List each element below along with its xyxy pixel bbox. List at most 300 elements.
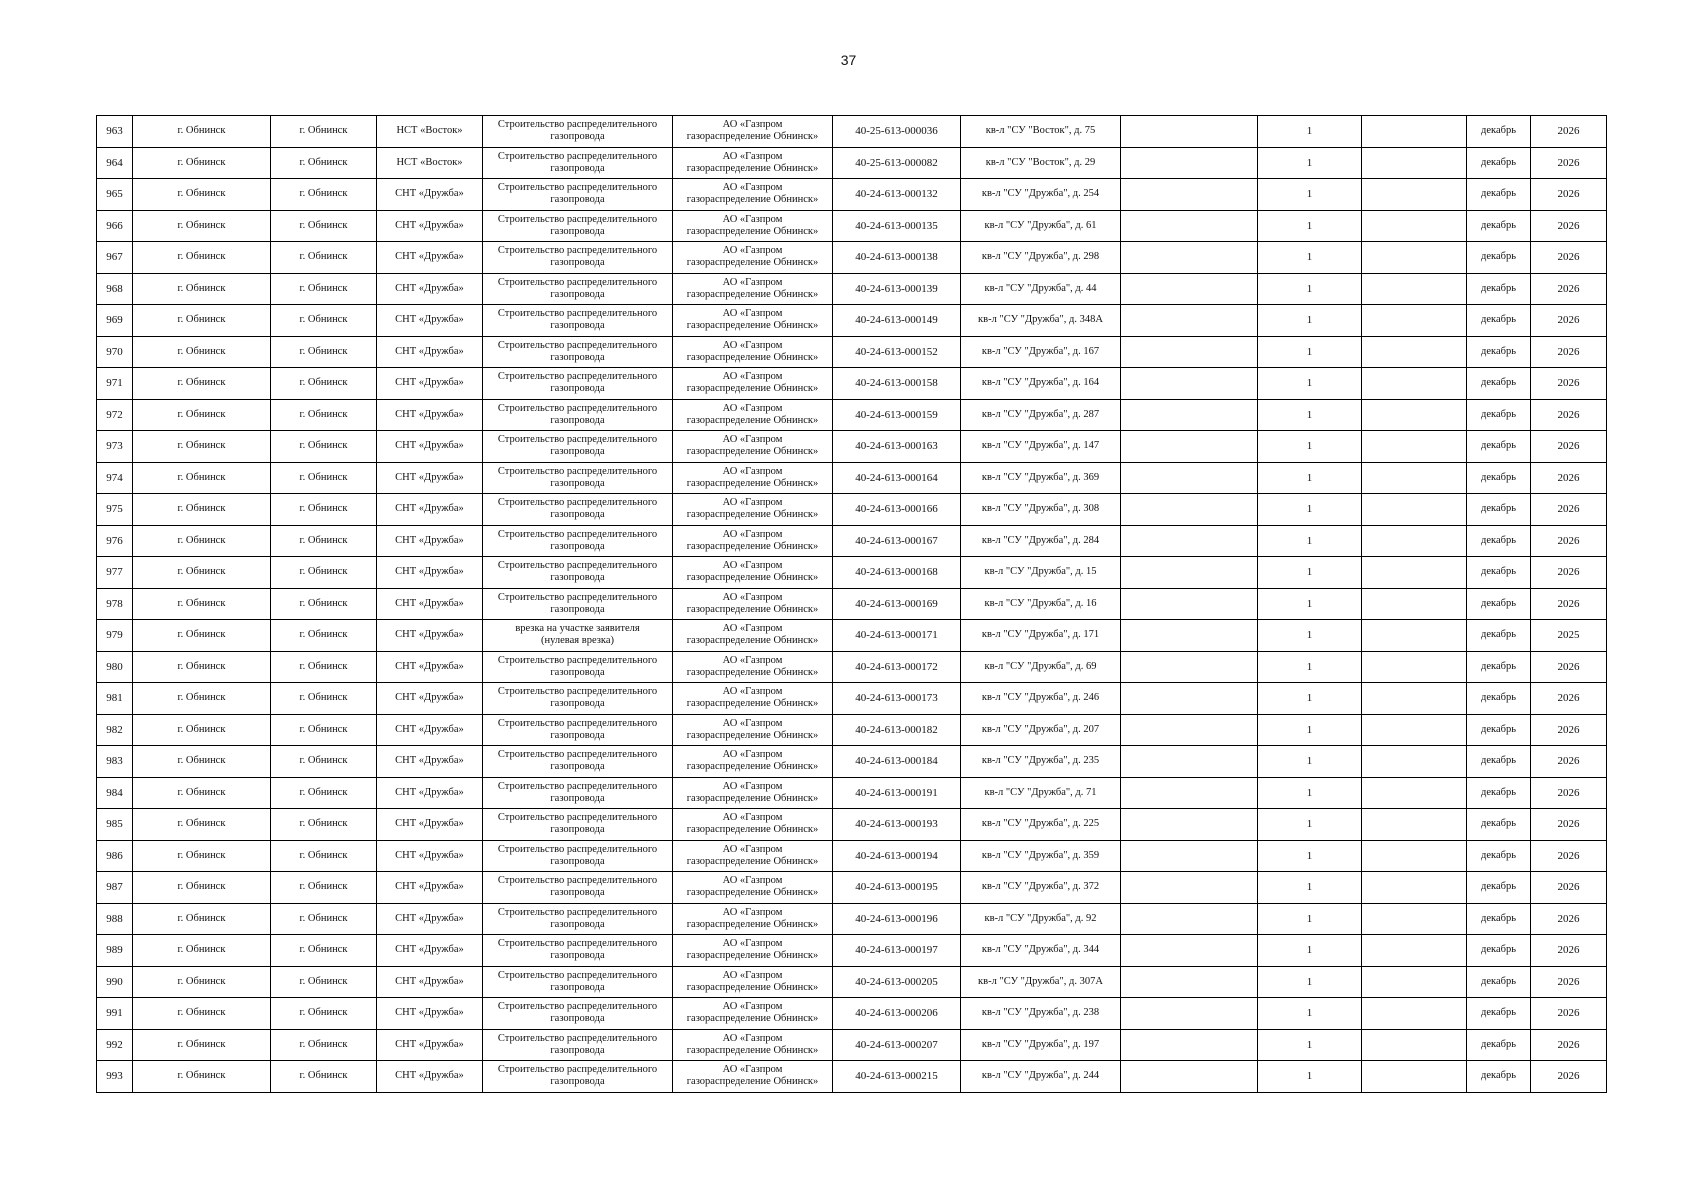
address-cell: кв-л "СУ "Дружба", д. 238 bbox=[961, 998, 1121, 1030]
empty-cell-2 bbox=[1362, 746, 1467, 778]
work-type-cell bbox=[483, 210, 673, 242]
year-cell: 2026 bbox=[1531, 966, 1607, 998]
count-cell: 1 bbox=[1258, 840, 1362, 872]
month-cell: декабрь bbox=[1467, 368, 1531, 400]
settlement-cell: г. Обнинск bbox=[271, 179, 377, 211]
organization-line-1: АО «Газпром bbox=[722, 339, 783, 351]
work-type-line-1: Строительство распределительного bbox=[497, 497, 658, 509]
month-cell: декабрь bbox=[1467, 746, 1531, 778]
application-code-cell: 40-24-613-000206 bbox=[833, 998, 961, 1030]
organization-line-2: газораспределение Обнинск» bbox=[686, 320, 819, 332]
empty-cell-2 bbox=[1362, 840, 1467, 872]
empty-cell-1 bbox=[1121, 935, 1258, 967]
work-type-line-1: Строительство распределительного bbox=[497, 686, 658, 698]
table-row bbox=[97, 179, 1607, 211]
settlement-cell: г. Обнинск bbox=[271, 525, 377, 557]
municipality-cell: г. Обнинск bbox=[133, 903, 271, 935]
municipality-cell: г. Обнинск bbox=[133, 525, 271, 557]
empty-cell-2 bbox=[1362, 620, 1467, 652]
municipality-cell: г. Обнинск bbox=[133, 494, 271, 526]
settlement-cell: г. Обнинск bbox=[271, 683, 377, 715]
organization-cell bbox=[673, 462, 833, 494]
work-type-line-1: Строительство распределительного bbox=[497, 906, 658, 918]
settlement-cell: г. Обнинск bbox=[271, 399, 377, 431]
empty-cell-1 bbox=[1121, 588, 1258, 620]
partnership-cell: СНТ «Дружба» bbox=[377, 431, 483, 463]
municipality-cell: г. Обнинск bbox=[133, 620, 271, 652]
empty-cell-1 bbox=[1121, 903, 1258, 935]
table-row bbox=[97, 966, 1607, 998]
work-type-cell bbox=[483, 242, 673, 274]
work-type-line-2: газопровода bbox=[550, 603, 605, 615]
organization-line-2: газораспределение Обнинск» bbox=[686, 666, 819, 678]
address-cell: кв-л "СУ "Дружба", д. 16 bbox=[961, 588, 1121, 620]
empty-cell-2 bbox=[1362, 1061, 1467, 1093]
partnership-cell: СНТ «Дружба» bbox=[377, 966, 483, 998]
address-cell: кв-л "СУ "Дружба", д. 359 bbox=[961, 840, 1121, 872]
municipality-cell: г. Обнинск bbox=[133, 462, 271, 494]
work-type-line-1: Строительство распределительного bbox=[497, 969, 658, 981]
organization-line-1: АО «Газпром bbox=[722, 434, 783, 446]
settlement-cell: г. Обнинск bbox=[271, 494, 377, 526]
address-cell: кв-л "СУ "Дружба", д. 235 bbox=[961, 746, 1121, 778]
row-number-cell: 972 bbox=[97, 399, 133, 431]
table-row bbox=[97, 840, 1607, 872]
empty-cell-2 bbox=[1362, 935, 1467, 967]
partnership-cell: СНТ «Дружба» bbox=[377, 620, 483, 652]
partnership-cell: НСТ «Восток» bbox=[377, 147, 483, 179]
partnership-cell: СНТ «Дружба» bbox=[377, 557, 483, 589]
settlement-cell: г. Обнинск bbox=[271, 966, 377, 998]
table-row bbox=[97, 462, 1607, 494]
work-type-cell bbox=[483, 651, 673, 683]
work-type-cell bbox=[483, 116, 673, 148]
work-type-cell bbox=[483, 431, 673, 463]
settlement-cell: г. Обнинск bbox=[271, 210, 377, 242]
municipality-cell: г. Обнинск bbox=[133, 1061, 271, 1093]
work-type-line-2: газопровода bbox=[550, 225, 605, 237]
work-type-cell bbox=[483, 588, 673, 620]
row-number-cell: 991 bbox=[97, 998, 133, 1030]
partnership-cell: СНТ «Дружба» bbox=[377, 179, 483, 211]
year-cell: 2026 bbox=[1531, 935, 1607, 967]
year-cell: 2026 bbox=[1531, 210, 1607, 242]
application-code-cell: 40-24-613-000182 bbox=[833, 714, 961, 746]
table-row bbox=[97, 116, 1607, 148]
application-code-cell: 40-24-613-000163 bbox=[833, 431, 961, 463]
municipality-cell: г. Обнинск bbox=[133, 399, 271, 431]
organization-line-2: газораспределение Обнинск» bbox=[686, 918, 819, 930]
organization-line-1: АО «Газпром bbox=[722, 591, 783, 603]
month-cell: декабрь bbox=[1467, 966, 1531, 998]
work-type-line-2: газопровода bbox=[550, 855, 605, 867]
empty-cell-1 bbox=[1121, 746, 1258, 778]
row-number-cell: 979 bbox=[97, 620, 133, 652]
work-type-line-1: Строительство распределительного bbox=[497, 591, 658, 603]
row-number-cell: 965 bbox=[97, 179, 133, 211]
settlement-cell: г. Обнинск bbox=[271, 777, 377, 809]
count-cell: 1 bbox=[1258, 525, 1362, 557]
organization-cell bbox=[673, 714, 833, 746]
work-type-line-1: Строительство распределительного bbox=[497, 560, 658, 572]
table-row bbox=[97, 588, 1607, 620]
municipality-cell: г. Обнинск bbox=[133, 1029, 271, 1061]
work-type-line-1: Строительство распределительного bbox=[497, 938, 658, 950]
count-cell: 1 bbox=[1258, 809, 1362, 841]
organization-cell bbox=[673, 525, 833, 557]
empty-cell-2 bbox=[1362, 903, 1467, 935]
work-type-line-1: Строительство распределительного bbox=[497, 276, 658, 288]
organization-line-1: АО «Газпром bbox=[722, 717, 783, 729]
organization-line-2: газораспределение Обнинск» bbox=[686, 981, 819, 993]
organization-cell bbox=[673, 683, 833, 715]
partnership-cell: СНТ «Дружба» bbox=[377, 651, 483, 683]
work-type-line-2: газопровода bbox=[550, 1076, 605, 1088]
work-type-cell bbox=[483, 273, 673, 305]
work-type-line-1: Строительство распределительного bbox=[497, 749, 658, 761]
month-cell: декабрь bbox=[1467, 431, 1531, 463]
settlement-cell: г. Обнинск bbox=[271, 588, 377, 620]
partnership-cell: СНТ «Дружба» bbox=[377, 525, 483, 557]
application-code-cell: 40-24-613-000159 bbox=[833, 399, 961, 431]
table-row bbox=[97, 998, 1607, 1030]
organization-line-1: АО «Газпром bbox=[722, 245, 783, 257]
organization-cell bbox=[673, 746, 833, 778]
settlement-cell: г. Обнинск bbox=[271, 368, 377, 400]
municipality-cell: г. Обнинск bbox=[133, 210, 271, 242]
settlement-cell: г. Обнинск bbox=[271, 998, 377, 1030]
work-type-cell bbox=[483, 809, 673, 841]
work-type-line-2: газопровода bbox=[550, 918, 605, 930]
work-type-line-2: газопровода bbox=[550, 698, 605, 710]
empty-cell-1 bbox=[1121, 179, 1258, 211]
partnership-cell: СНТ «Дружба» bbox=[377, 998, 483, 1030]
partnership-cell: СНТ «Дружба» bbox=[377, 840, 483, 872]
application-code-cell: 40-24-613-000158 bbox=[833, 368, 961, 400]
empty-cell-2 bbox=[1362, 305, 1467, 337]
work-type-line-1: Строительство распределительного bbox=[497, 1001, 658, 1013]
work-type-cell bbox=[483, 179, 673, 211]
table-row bbox=[97, 525, 1607, 557]
work-type-cell bbox=[483, 462, 673, 494]
organization-line-2: газораспределение Обнинск» bbox=[686, 383, 819, 395]
count-cell: 1 bbox=[1258, 179, 1362, 211]
work-type-line-1: Строительство распределительного bbox=[497, 182, 658, 194]
empty-cell-1 bbox=[1121, 210, 1258, 242]
row-number-cell: 968 bbox=[97, 273, 133, 305]
address-cell: кв-л "СУ "Дружба", д. 92 bbox=[961, 903, 1121, 935]
empty-cell-2 bbox=[1362, 242, 1467, 274]
organization-line-2: газораспределение Обнинск» bbox=[686, 1013, 819, 1025]
row-number-cell: 983 bbox=[97, 746, 133, 778]
work-type-line-2: газопровода bbox=[550, 887, 605, 899]
table-row bbox=[97, 1029, 1607, 1061]
count-cell: 1 bbox=[1258, 620, 1362, 652]
work-type-line-2: газопровода bbox=[550, 162, 605, 174]
work-type-cell bbox=[483, 336, 673, 368]
work-type-line-2: газопровода bbox=[550, 729, 605, 741]
table-row bbox=[97, 305, 1607, 337]
month-cell: декабрь bbox=[1467, 210, 1531, 242]
application-code-cell: 40-24-613-000168 bbox=[833, 557, 961, 589]
organization-line-1: АО «Газпром bbox=[722, 465, 783, 477]
work-type-line-2: газопровода bbox=[550, 194, 605, 206]
organization-line-1: АО «Газпром bbox=[722, 812, 783, 824]
table-row bbox=[97, 210, 1607, 242]
organization-line-2: газораспределение Обнинск» bbox=[686, 351, 819, 363]
application-code-cell: 40-24-613-000184 bbox=[833, 746, 961, 778]
table-row bbox=[97, 651, 1607, 683]
municipality-cell: г. Обнинск bbox=[133, 935, 271, 967]
table-row bbox=[97, 368, 1607, 400]
month-cell: декабрь bbox=[1467, 777, 1531, 809]
application-code-cell: 40-24-613-000197 bbox=[833, 935, 961, 967]
count-cell: 1 bbox=[1258, 683, 1362, 715]
table-row bbox=[97, 872, 1607, 904]
application-code-cell: 40-24-613-000169 bbox=[833, 588, 961, 620]
organization-line-2: газораспределение Обнинск» bbox=[686, 194, 819, 206]
organization-line-1: АО «Газпром bbox=[722, 749, 783, 761]
organization-line-1: АО «Газпром bbox=[722, 938, 783, 950]
empty-cell-1 bbox=[1121, 683, 1258, 715]
row-number-cell: 974 bbox=[97, 462, 133, 494]
work-type-cell bbox=[483, 620, 673, 652]
row-number-cell: 982 bbox=[97, 714, 133, 746]
count-cell: 1 bbox=[1258, 147, 1362, 179]
organization-line-1: АО «Газпром bbox=[722, 1032, 783, 1044]
partnership-cell: СНТ «Дружба» bbox=[377, 809, 483, 841]
municipality-cell: г. Обнинск bbox=[133, 179, 271, 211]
organization-cell bbox=[673, 620, 833, 652]
organization-line-1: АО «Газпром bbox=[722, 1001, 783, 1013]
row-number-cell: 964 bbox=[97, 147, 133, 179]
work-type-cell bbox=[483, 305, 673, 337]
empty-cell-1 bbox=[1121, 431, 1258, 463]
work-type-cell bbox=[483, 777, 673, 809]
year-cell: 2026 bbox=[1531, 179, 1607, 211]
count-cell: 1 bbox=[1258, 494, 1362, 526]
month-cell: декабрь bbox=[1467, 935, 1531, 967]
registry-body bbox=[97, 116, 1607, 1093]
settlement-cell: г. Обнинск bbox=[271, 620, 377, 652]
empty-cell-1 bbox=[1121, 777, 1258, 809]
address-cell: кв-л "СУ "Дружба", д. 197 bbox=[961, 1029, 1121, 1061]
table-row bbox=[97, 903, 1607, 935]
work-type-line-2: газопровода bbox=[550, 950, 605, 962]
partnership-cell: СНТ «Дружба» bbox=[377, 368, 483, 400]
application-code-cell: 40-24-613-000173 bbox=[833, 683, 961, 715]
settlement-cell: г. Обнинск bbox=[271, 242, 377, 274]
application-code-cell: 40-24-613-000164 bbox=[833, 462, 961, 494]
row-number-cell: 993 bbox=[97, 1061, 133, 1093]
count-cell: 1 bbox=[1258, 242, 1362, 274]
organization-line-1: АО «Газпром bbox=[722, 906, 783, 918]
partnership-cell: СНТ «Дружба» bbox=[377, 1029, 483, 1061]
municipality-cell: г. Обнинск bbox=[133, 336, 271, 368]
month-cell: декабрь bbox=[1467, 1029, 1531, 1061]
work-type-line-1: Строительство распределительного bbox=[497, 843, 658, 855]
row-number-cell: 988 bbox=[97, 903, 133, 935]
row-number-cell: 980 bbox=[97, 651, 133, 683]
empty-cell-1 bbox=[1121, 1061, 1258, 1093]
address-cell: кв-л "СУ "Восток", д. 29 bbox=[961, 147, 1121, 179]
empty-cell-2 bbox=[1362, 368, 1467, 400]
row-number-cell: 969 bbox=[97, 305, 133, 337]
organization-line-1: АО «Газпром bbox=[722, 560, 783, 572]
application-code-cell: 40-24-613-000171 bbox=[833, 620, 961, 652]
year-cell: 2026 bbox=[1531, 525, 1607, 557]
row-number-cell: 981 bbox=[97, 683, 133, 715]
year-cell: 2026 bbox=[1531, 273, 1607, 305]
organization-cell bbox=[673, 903, 833, 935]
work-type-line-2: газопровода bbox=[550, 131, 605, 143]
work-type-line-1: Строительство распределительного bbox=[497, 1032, 658, 1044]
organization-line-2: газораспределение Обнинск» bbox=[686, 824, 819, 836]
address-cell: кв-л "СУ "Дружба", д. 369 bbox=[961, 462, 1121, 494]
organization-line-1: АО «Газпром bbox=[722, 308, 783, 320]
organization-line-1: АО «Газпром bbox=[722, 780, 783, 792]
work-type-line-2: газопровода bbox=[550, 320, 605, 332]
application-code-cell: 40-24-613-000205 bbox=[833, 966, 961, 998]
count-cell: 1 bbox=[1258, 399, 1362, 431]
row-number-cell: 978 bbox=[97, 588, 133, 620]
work-type-cell bbox=[483, 998, 673, 1030]
address-cell: кв-л "СУ "Дружба", д. 69 bbox=[961, 651, 1121, 683]
row-number-cell: 963 bbox=[97, 116, 133, 148]
page-number: 37 bbox=[840, 52, 857, 68]
application-code-cell: 40-24-613-000207 bbox=[833, 1029, 961, 1061]
organization-line-1: АО «Газпром bbox=[722, 213, 783, 225]
year-cell: 2026 bbox=[1531, 305, 1607, 337]
count-cell: 1 bbox=[1258, 1061, 1362, 1093]
count-cell: 1 bbox=[1258, 336, 1362, 368]
table-row bbox=[97, 273, 1607, 305]
application-code-cell: 40-24-613-000215 bbox=[833, 1061, 961, 1093]
organization-line-1: АО «Газпром bbox=[722, 623, 783, 635]
work-type-cell bbox=[483, 966, 673, 998]
work-type-line-1: Строительство распределительного bbox=[497, 1064, 658, 1076]
work-type-line-1: Строительство распределительного bbox=[497, 434, 658, 446]
row-number-cell: 973 bbox=[97, 431, 133, 463]
partnership-cell: СНТ «Дружба» bbox=[377, 494, 483, 526]
count-cell: 1 bbox=[1258, 998, 1362, 1030]
month-cell: декабрь bbox=[1467, 273, 1531, 305]
count-cell: 1 bbox=[1258, 935, 1362, 967]
year-cell: 2026 bbox=[1531, 1029, 1607, 1061]
year-cell: 2026 bbox=[1531, 809, 1607, 841]
organization-cell bbox=[673, 1029, 833, 1061]
work-type-cell bbox=[483, 683, 673, 715]
address-cell: кв-л "СУ "Дружба", д. 246 bbox=[961, 683, 1121, 715]
work-type-cell bbox=[483, 557, 673, 589]
address-cell: кв-л "СУ "Дружба", д. 147 bbox=[961, 431, 1121, 463]
empty-cell-2 bbox=[1362, 431, 1467, 463]
address-cell: кв-л "СУ "Дружба", д. 44 bbox=[961, 273, 1121, 305]
organization-line-2: газораспределение Обнинск» bbox=[686, 131, 819, 143]
empty-cell-1 bbox=[1121, 620, 1258, 652]
organization-cell bbox=[673, 431, 833, 463]
work-type-line-2: газопровода bbox=[550, 540, 605, 552]
organization-cell bbox=[673, 998, 833, 1030]
organization-line-2: газораспределение Обнинск» bbox=[686, 477, 819, 489]
empty-cell-2 bbox=[1362, 809, 1467, 841]
year-cell: 2026 bbox=[1531, 336, 1607, 368]
year-cell: 2026 bbox=[1531, 462, 1607, 494]
municipality-cell: г. Обнинск bbox=[133, 651, 271, 683]
empty-cell-1 bbox=[1121, 840, 1258, 872]
organization-line-1: АО «Газпром bbox=[722, 402, 783, 414]
work-type-cell bbox=[483, 368, 673, 400]
partnership-cell: СНТ «Дружба» bbox=[377, 1061, 483, 1093]
work-type-line-2: газопровода bbox=[550, 792, 605, 804]
organization-line-1: АО «Газпром bbox=[722, 654, 783, 666]
empty-cell-1 bbox=[1121, 305, 1258, 337]
month-cell: декабрь bbox=[1467, 525, 1531, 557]
address-cell: кв-л "СУ "Дружба", д. 307А bbox=[961, 966, 1121, 998]
empty-cell-2 bbox=[1362, 998, 1467, 1030]
empty-cell-1 bbox=[1121, 809, 1258, 841]
application-code-cell: 40-24-613-000194 bbox=[833, 840, 961, 872]
work-type-line-2: газопровода bbox=[550, 761, 605, 773]
count-cell: 1 bbox=[1258, 966, 1362, 998]
year-cell: 2026 bbox=[1531, 777, 1607, 809]
work-type-line-2: газопровода bbox=[550, 383, 605, 395]
table-row bbox=[97, 336, 1607, 368]
settlement-cell: г. Обнинск bbox=[271, 1029, 377, 1061]
month-cell: декабрь bbox=[1467, 462, 1531, 494]
row-number-cell: 975 bbox=[97, 494, 133, 526]
work-type-line-2: газопровода bbox=[550, 572, 605, 584]
month-cell: декабрь bbox=[1467, 840, 1531, 872]
organization-line-1: АО «Газпром bbox=[722, 371, 783, 383]
application-code-cell: 40-24-613-000167 bbox=[833, 525, 961, 557]
count-cell: 1 bbox=[1258, 462, 1362, 494]
row-number-cell: 977 bbox=[97, 557, 133, 589]
municipality-cell: г. Обнинск bbox=[133, 431, 271, 463]
organization-cell bbox=[673, 777, 833, 809]
application-code-cell: 40-24-613-000139 bbox=[833, 273, 961, 305]
count-cell: 1 bbox=[1258, 431, 1362, 463]
partnership-cell: НСТ «Восток» bbox=[377, 116, 483, 148]
organization-cell bbox=[673, 966, 833, 998]
empty-cell-2 bbox=[1362, 210, 1467, 242]
month-cell: декабрь bbox=[1467, 147, 1531, 179]
empty-cell-1 bbox=[1121, 1029, 1258, 1061]
settlement-cell: г. Обнинск bbox=[271, 431, 377, 463]
month-cell: декабрь bbox=[1467, 557, 1531, 589]
organization-cell bbox=[673, 872, 833, 904]
work-type-cell bbox=[483, 1061, 673, 1093]
year-cell: 2026 bbox=[1531, 588, 1607, 620]
work-type-line-1: Строительство распределительного bbox=[497, 308, 658, 320]
application-code-cell: 40-24-613-000132 bbox=[833, 179, 961, 211]
table-row bbox=[97, 1061, 1607, 1093]
work-type-line-2: газопровода bbox=[550, 477, 605, 489]
organization-cell bbox=[673, 147, 833, 179]
month-cell: декабрь bbox=[1467, 620, 1531, 652]
application-code-cell: 40-24-613-000135 bbox=[833, 210, 961, 242]
empty-cell-2 bbox=[1362, 179, 1467, 211]
settlement-cell: г. Обнинск bbox=[271, 935, 377, 967]
count-cell: 1 bbox=[1258, 273, 1362, 305]
organization-line-1: АО «Газпром bbox=[722, 119, 783, 131]
address-cell: кв-л "СУ "Дружба", д. 164 bbox=[961, 368, 1121, 400]
count-cell: 1 bbox=[1258, 872, 1362, 904]
work-type-cell bbox=[483, 746, 673, 778]
work-type-line-1: Строительство распределительного bbox=[497, 213, 658, 225]
month-cell: декабрь bbox=[1467, 242, 1531, 274]
year-cell: 2026 bbox=[1531, 714, 1607, 746]
